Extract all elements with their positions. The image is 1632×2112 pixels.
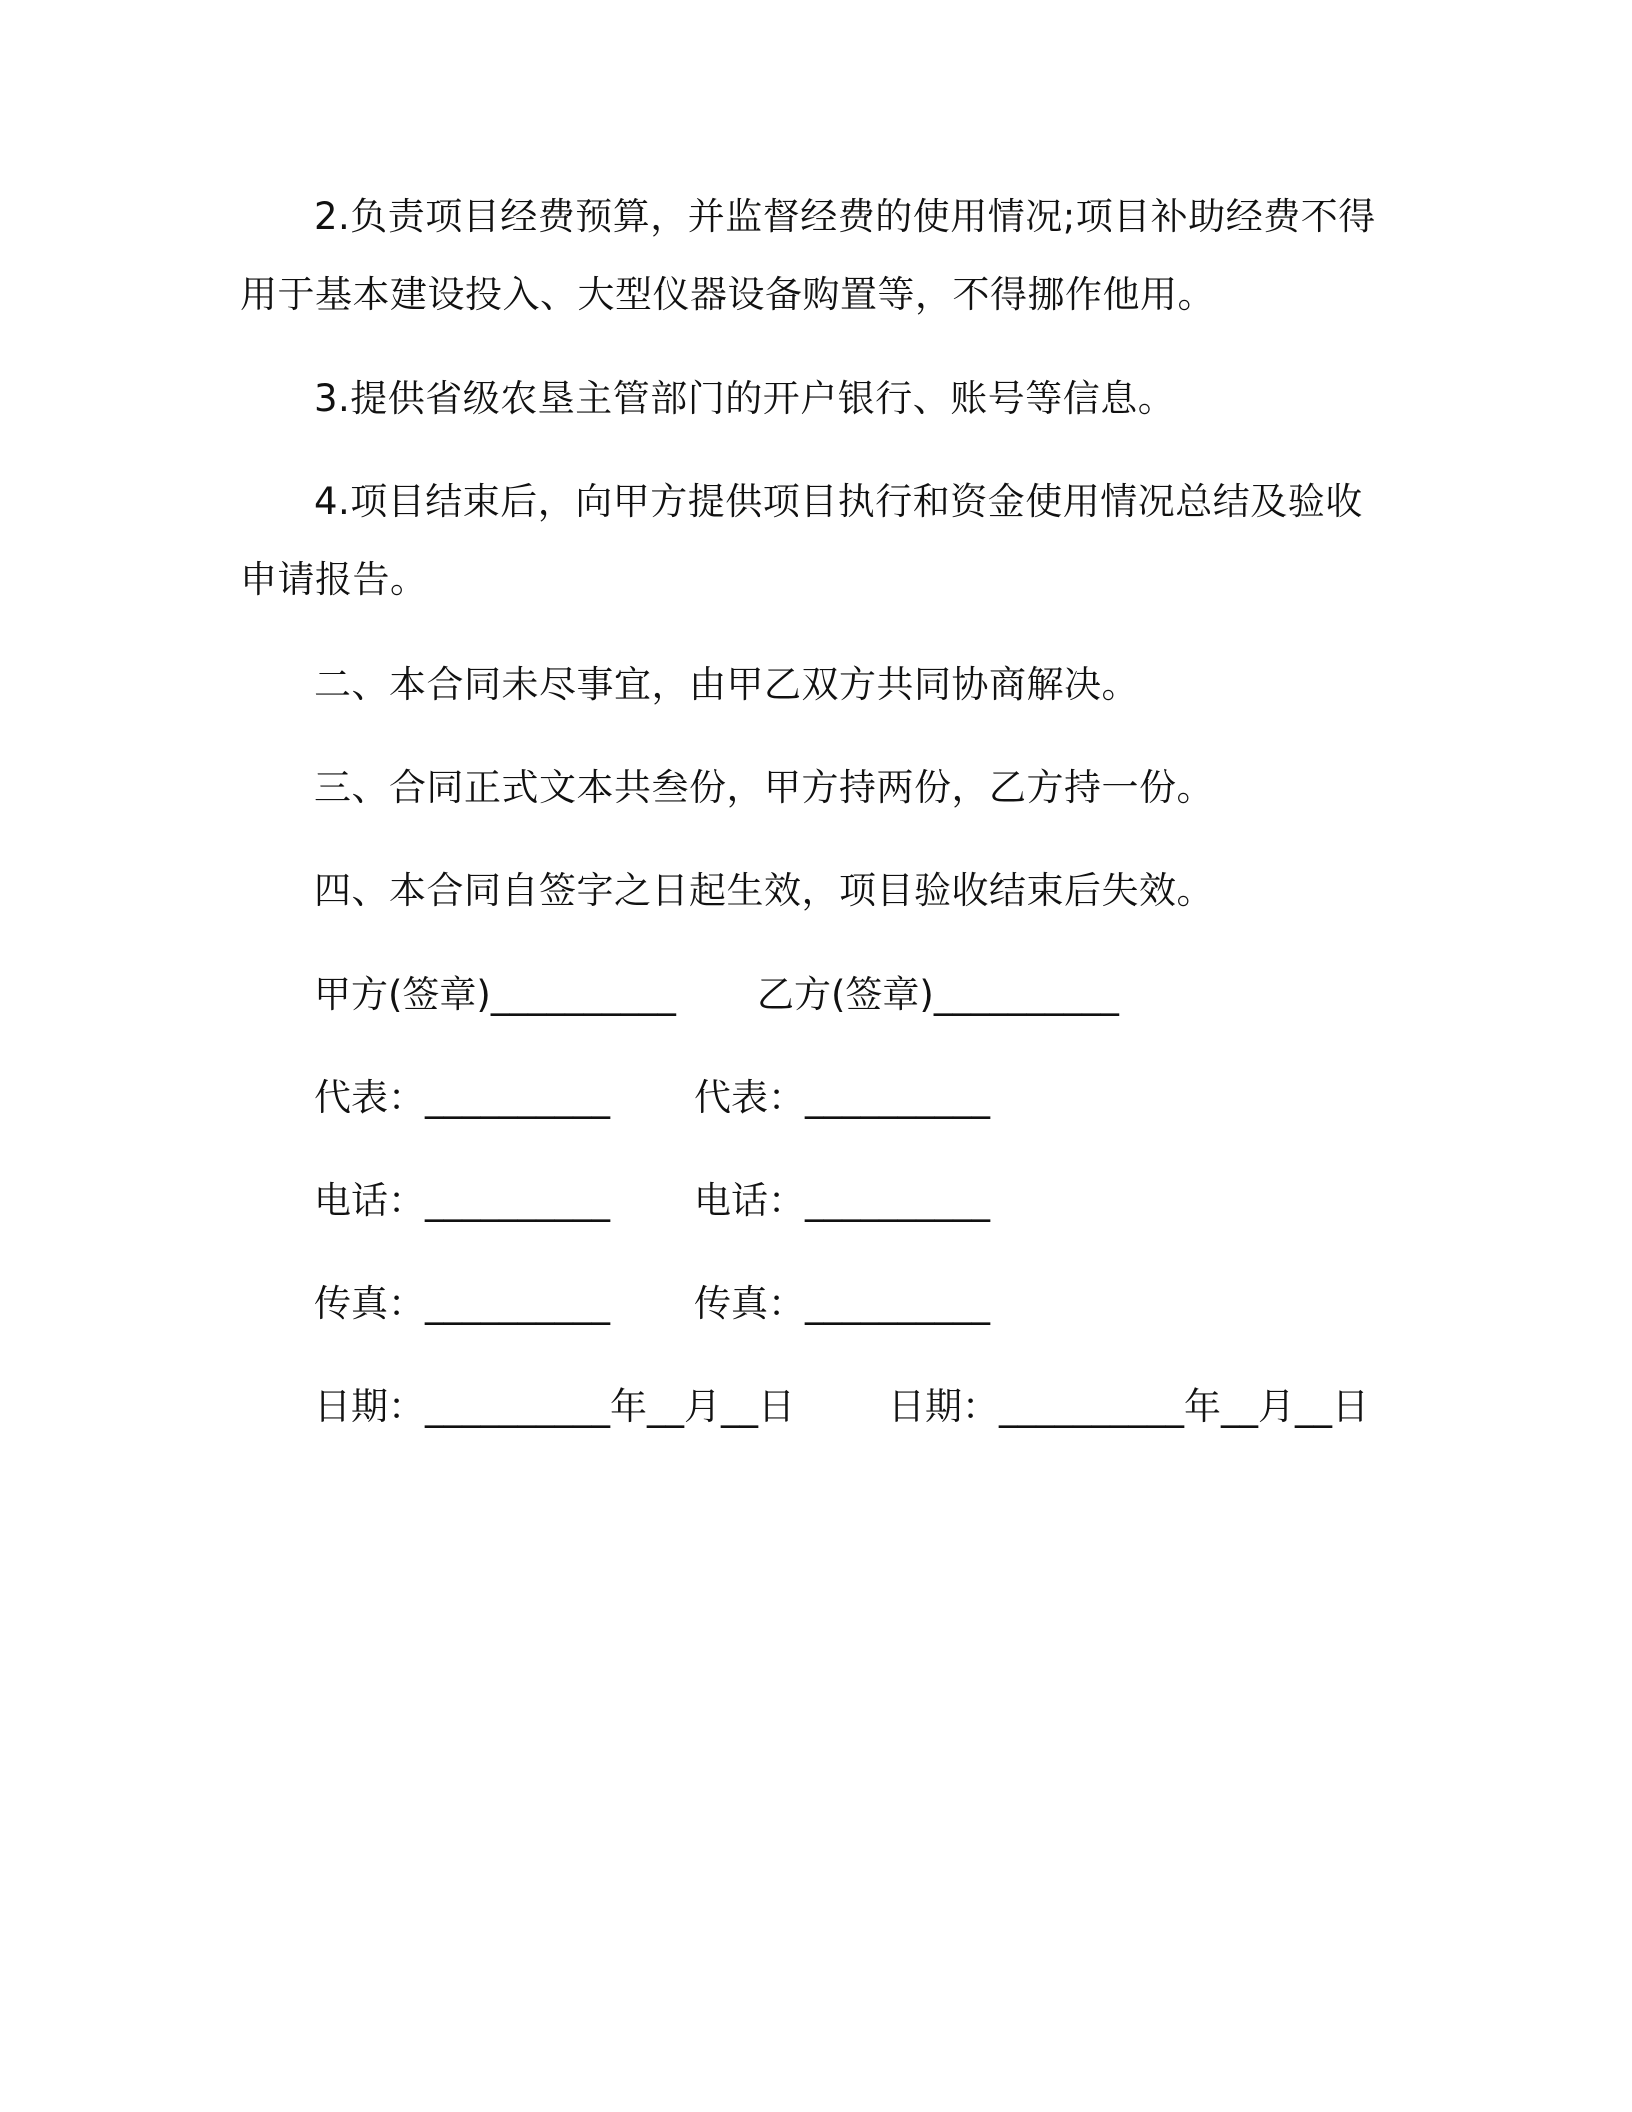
clause-3-bank-info: 3.提供省级农垦主管部门的开户银行、账号等信息。 <box>314 377 1176 420</box>
party-a-seal-field: 甲方(签章)__________ <box>314 973 676 1016</box>
party-b-fax-field: 传真：__________ <box>694 1282 990 1325</box>
party-a-fax-field: 传真：__________ <box>314 1282 610 1325</box>
clause-2-funding: 2.负责项目经费预算，并监督经费的使用情况;项目补助经费不得用于基本建设投入、大型仪器设备购置等，不得挪作他用。 <box>240 195 1376 316</box>
party-b-seal-field: 乙方(签章)__________ <box>757 973 1119 1016</box>
party-b-date-field: 日期：__________年__月__日 <box>888 1385 1369 1428</box>
section-4-effective-date: 四、本合同自签字之日起生效，项目验收结束后失效。 <box>314 869 1214 912</box>
party-a-rep-field: 代表：__________ <box>314 1076 610 1119</box>
party-a-date-field: 日期：__________年__月__日 <box>314 1385 795 1428</box>
section-2-unresolved-matters: 二、本合同未尽事宜，由甲乙双方共同协商解决。 <box>314 663 1139 706</box>
section-3-copies: 三、合同正式文本共叁份，甲方持两份，乙方持一份。 <box>314 766 1214 809</box>
party-b-phone-field: 电话：__________ <box>694 1179 990 1222</box>
party-b-rep-field: 代表：__________ <box>694 1076 990 1119</box>
party-a-phone-field: 电话：__________ <box>314 1179 610 1222</box>
clause-4-final-report: 4.项目结束后，向甲方提供项目执行和资金使用情况总结及验收申请报告。 <box>240 480 1363 601</box>
